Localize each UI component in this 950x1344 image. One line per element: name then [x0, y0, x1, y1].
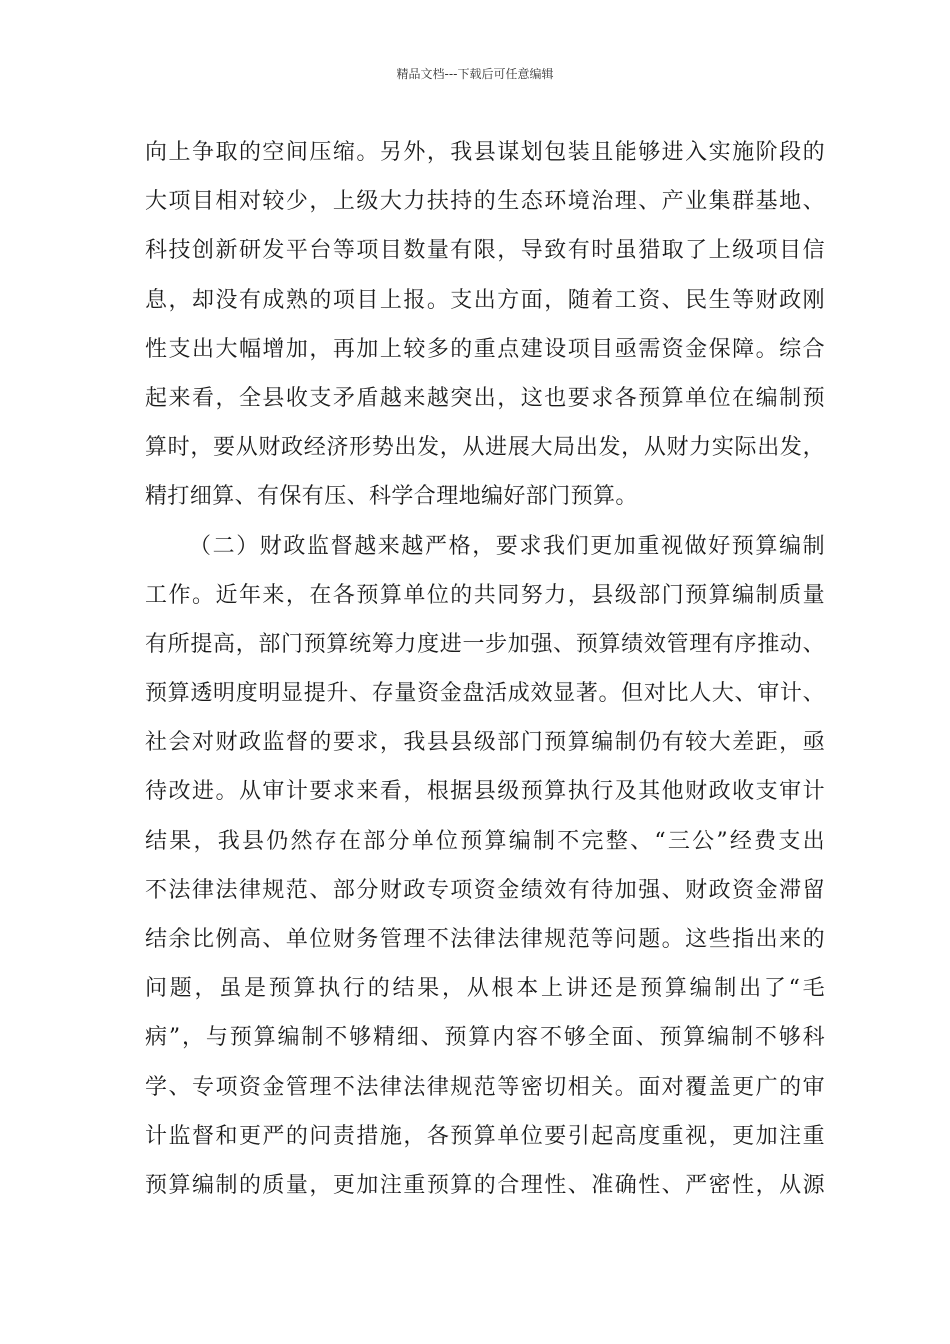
text-line: 息，却没有成熟的项目上报。支出方面，随着工资、民生等财政刚: [145, 287, 825, 313]
text-line: 起来看，全县收支矛盾越来越突出，这也要求各预算单位在编制预: [145, 385, 825, 411]
text-line: 待改进。从审计要求来看，根据县级预算执行及其他财政收支审计: [145, 779, 825, 805]
document-body: [145, 128, 825, 1210]
text-line: 学、专项资金管理不法律法律规范等密切相关。面对覆盖更广的审: [145, 1074, 825, 1100]
text-line: 社会对财政监督的要求，我县县级部门预算编制仍有较大差距，亟: [145, 730, 825, 756]
text-line: 精打细算、有保有压、科学合理地编好部门预算。: [145, 484, 638, 510]
text-line: 计监督和更严的问责措施，各预算单位要引起高度重视，更加注重: [145, 1123, 825, 1149]
text-line: 算时，要从财政经济形势出发，从进展大局出发，从财力实际出发，: [145, 435, 825, 461]
text-line: 问题，虽是预算执行的结果，从根本上讲还是预算编制出了“毛: [145, 976, 825, 1002]
text-line: 大项目相对较少，上级大力扶持的生态环境治理、产业集群基地、: [145, 189, 825, 215]
text-line: 预算编制的质量，更加注重预算的合理性、准确性、严密性，从源: [145, 1172, 825, 1198]
text-line: 预算透明度明显提升、存量资金盘活成效显著。但对比人大、审计、: [145, 681, 825, 707]
text-line: 有所提高，部门预算统筹力度进一步加强、预算绩效管理有序推动、: [145, 631, 825, 657]
text-line: 病”，与预算编制不够精细、预算内容不够全面、预算编制不够科: [145, 1025, 825, 1051]
text-line: 向上争取的空间压缩。另外，我县谋划包装且能够进入实施阶段的: [145, 140, 825, 165]
text-line: 结余比例高、单位财务管理不法律法律规范等问题。这些指出来的: [145, 927, 825, 952]
text-line: （二）财政监督越来越严格，要求我们更加重视做好预算编制: [189, 533, 825, 559]
text-line: 科技创新研发平台等项目数量有限，导致有时虽猎取了上级项目信: [145, 238, 825, 264]
text-line: 结果，我县仍然存在部分单位预算编制不完整、“三公”经费支出: [145, 828, 825, 854]
text-line: 不法律法律规范、部分财政专项资金绩效有待加强、财政资金滞留: [145, 877, 825, 903]
page-header: 精品文档---下载后可任意编辑: [396, 67, 554, 81]
text-line: 工作。近年来，在各预算单位的共同努力，县级部门预算编制质量: [145, 582, 825, 608]
text-line: 性支出大幅增加，再加上较多的重点建设项目亟需资金保障。综合: [145, 336, 825, 362]
